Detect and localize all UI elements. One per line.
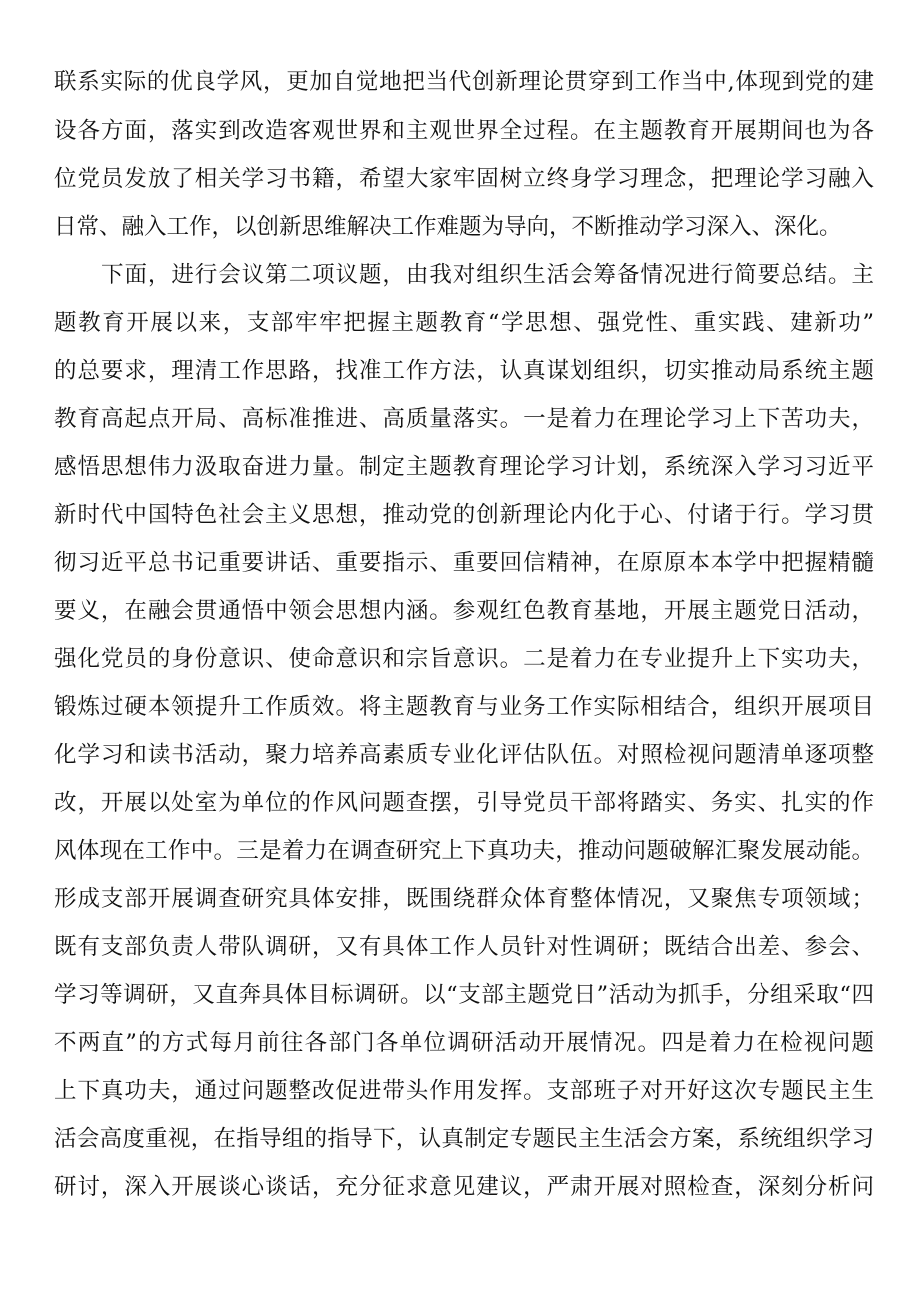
text-line: 既有支部负责人带队调研，又有具体工作人员针对性调研；既结合出差、参会、	[54, 934, 874, 960]
text-line: 不两直”的方式每月前往各部门各单位调研活动开展情况。四是着力在检视问题	[54, 1030, 874, 1056]
text-line: 题教育开展以来，支部牢牢把握主题教育“学思想、强党性、重实践、建新功”	[54, 310, 874, 336]
text-line: 改，开展以处室为单位的作风问题查摆，引导党员干部将踏实、务实、扎实的作	[54, 790, 874, 816]
text-line: 日常、融入工作，以创新思维解决工作难题为导向，不断推动学习深入、深化。	[54, 214, 842, 240]
paragraph-first-line: 下面，进行会议第二项议题，由我对组织生活会筹备情况进行简要总结。主	[101, 262, 874, 288]
text-line: 设各方面，落实到改造客观世界和主观世界全过程。在主题教育开展期间也为各	[54, 118, 874, 144]
text-line: 学习等调研，又直奔具体目标调研。以“支部主题党日”活动为抓手，分组采取“四	[54, 982, 874, 1008]
text-line: 联系实际的优良学风，更加自觉地把当代创新理论贯穿到工作当中,体现到党的建	[54, 69, 874, 95]
text-line: 的总要求，理清工作思路，找准工作方法，认真谋划组织，切实推动局系统主题	[54, 358, 874, 384]
text-line: 风体现在工作中。三是着力在调查研究上下真功夫，推动问题破解汇聚发展动能。	[54, 838, 874, 864]
text-line: 上下真功夫，通过问题整改促进带头作用发挥。支部班子对开好这次专题民主生	[54, 1078, 874, 1104]
text-line: 感悟思想伟力汲取奋进力量。制定主题教育理论学习计划，系统深入学习习近平	[54, 454, 874, 480]
text-line: 新时代中国特色社会主义思想，推动党的创新理论内化于心、付诸于行。学习贯	[54, 502, 874, 528]
text-line: 要义，在融会贯通悟中领会思想内涵。参观红色教育基地，开展主题党日活动，	[54, 598, 874, 624]
text-line: 强化党员的身份意识、使命意识和宗旨意识。二是着力在专业提升上下实功夫，	[54, 646, 874, 672]
text-line: 研讨，深入开展谈心谈话，充分征求意见建议，严肃开展对照检查，深刻分析问	[54, 1174, 874, 1200]
text-line: 化学习和读书活动，聚力培养高素质专业化评估队伍。对照检视问题清单逐项整	[54, 742, 874, 768]
text-line: 位党员发放了相关学习书籍，希望大家牢固树立终身学习理念，把理论学习融入	[54, 166, 874, 192]
text-line: 锻炼过硬本领提升工作质效。将主题教育与业务工作实际相结合，组织开展项目	[54, 694, 874, 720]
text-line: 彻习近平总书记重要讲话、重要指示、重要回信精神，在原原本本学中把握精髓	[54, 550, 874, 576]
text-line: 活会高度重视，在指导组的指导下，认真制定专题民主生活会方案，系统组织学习	[54, 1126, 874, 1152]
text-line: 教育高起点开局、高标准推进、高质量落实。一是着力在理论学习上下苦功夫，	[54, 406, 874, 432]
text-line: 形成支部开展调查研究具体安排，既围绕群众体育整体情况，又聚焦专项领域；	[54, 886, 874, 912]
